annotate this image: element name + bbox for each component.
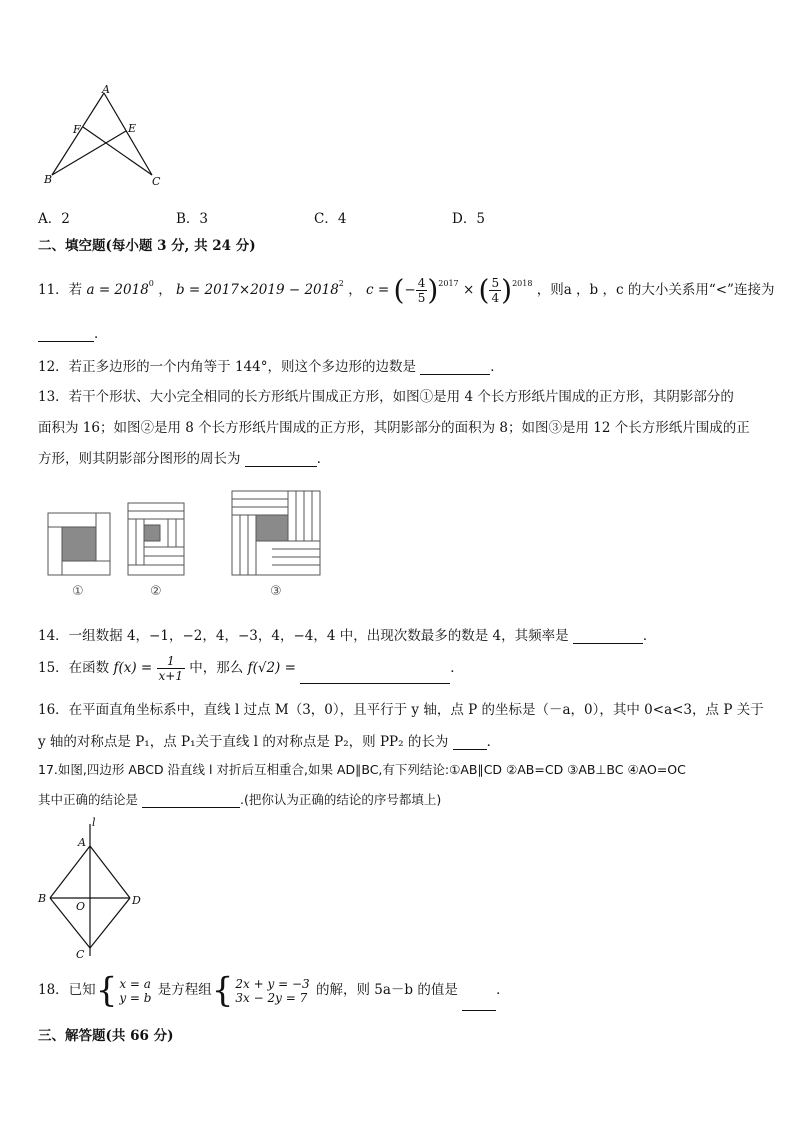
q11-prefix: 11．若 (38, 282, 83, 298)
figure-3-label: ③ (270, 584, 282, 599)
q11-frac2: $\frac{5}{4}$ (491, 276, 500, 305)
q12-answer-blank[interactable] (420, 360, 490, 375)
q11-answer-blank[interactable] (38, 327, 94, 342)
q11-times: × (462, 282, 475, 298)
q13-figures (40, 485, 340, 605)
figure-2 (128, 503, 184, 575)
question-16-line2: y 轴的对称点是 P₁，点 P₁关于直线 l 的对称点是 P₂，则 PP₂ 的长为 ． (38, 734, 501, 750)
q15-answer-blank[interactable] (300, 669, 450, 684)
q17-label-C: C (76, 948, 85, 961)
section3-title: 三、解答题(共 66 分) (38, 1028, 174, 1044)
q15-prefix: 15．在函数 (38, 660, 110, 676)
q18-suffix: 的解，则 5a－b 的值是 (315, 982, 458, 998)
q11-b-expr: b = 2017×2019 − 2018 (175, 282, 339, 298)
q14-text: 14．一组数据 4，−1，−2，4，−3，4，−4，4 中，出现次数最多的数是 4，其频率是 (38, 628, 569, 644)
q13-line2: 面积为 16；如图②是用 8 个长方形纸片围成的正方形，其阴影部分的面积为 8；如图③是用 12 个长方形纸片围成的正 (38, 420, 750, 436)
question-15: 15．在函数 f(x) = $\frac{1}{x+1}$ 中，那么 f(√2) = ． (38, 654, 464, 683)
label-F: F (73, 123, 81, 136)
question-13-line3: 方形，则其阴影部分图形的周长为 ． (38, 451, 331, 467)
label-A: A (102, 85, 110, 96)
q11-c-sup2: 2018 (512, 279, 533, 288)
label-C: C (152, 175, 161, 188)
q13-line3: 方形，则其阴影部分图形的周长为 (38, 451, 241, 467)
q11-suffix: ，则a ，b ，c 的大小关系用“<”连接为 (536, 282, 775, 298)
q11-c-lhs: c = (365, 282, 390, 298)
option-d: D．5 (452, 211, 485, 227)
question-18: 18．已知{ x = a y = b 是方程组{ 2x + y = −3 3x − 2y = 7 的解，则 5a－b 的值是 ． (38, 970, 510, 1011)
section2-title: 二、填空题(每小题 3 分, 共 24 分) (38, 238, 256, 254)
option-c: C．4 (314, 211, 347, 227)
q17-line2: 其中正确的结论是 (38, 792, 139, 807)
option-b: B．3 (176, 211, 209, 227)
q11-sep2: ， (348, 282, 362, 298)
q17-label-A: A (78, 836, 86, 849)
q13-answer-blank[interactable] (245, 452, 317, 467)
q16-answer-blank[interactable] (453, 735, 487, 750)
q15-fraction: $\frac{1}{x+1}$ (158, 654, 183, 683)
label-E: E (128, 122, 137, 135)
figure-2-label: ② (150, 584, 162, 599)
question-11: 11．若 $a = 2018^0$ ， $b = 2017\times 2019 - 2018^2$ ， c = (− $\frac{4}{5}$ )$^{2017}$ × ( $\frac{5}{4}$ )$^{2018}$ ，则a ，b ，c 的大小关系用“<”连接为 (38, 273, 775, 307)
q17-label-B: B (38, 892, 47, 905)
q17-answer-blank[interactable] (142, 793, 240, 808)
option-a: A．2 (38, 211, 70, 227)
q15-call: f(√2) = (247, 660, 296, 676)
q15-func: f(x) = (113, 660, 153, 676)
question-17-line2: 其中正确的结论是 .(把你认为正确的结论的序号都填上) (38, 792, 442, 807)
figure-1 (48, 513, 110, 575)
figure-3 (232, 491, 320, 575)
q18-system2: 2x + y = −3 3x − 2y = 7 (235, 976, 310, 1005)
q11-a-sup: 0 (148, 279, 154, 288)
q11-frac1: $\frac{4}{5}$ (417, 276, 426, 305)
q18-mid: 是方程组 (157, 982, 212, 998)
q15-mid: 中，那么 (189, 660, 244, 676)
q18-answer-blank[interactable] (462, 996, 496, 1011)
question-14: 14．一组数据 4，−1，−2，4，−3，4，−4，4 中，出现次数最多的数是 4，其频率是 ． (38, 628, 657, 644)
triangle-figure (40, 85, 170, 190)
q17-line1: 17.如图,四边形 ABCD 沿直线 l 对折后互相重合,如果 AD∥BC,有下列结论:①AB∥CD ②AB=CD ③AB⊥BC ④AO=OC (38, 762, 686, 777)
q11-b-sup: 2 (338, 279, 344, 288)
q11-a-expr: a = 2018 (86, 282, 149, 298)
q17-rhombus-figure (34, 812, 154, 962)
q11-c-sup1: 2017 (438, 279, 459, 288)
q17-label-l: l (92, 816, 96, 829)
question-12: 12．若正多边形的一个内角等于 144°，则这个多边形的边数是 ． (38, 359, 504, 375)
q18-system1: x = a y = b (119, 976, 152, 1005)
q12-text: 12．若正多边形的一个内角等于 144°，则这个多边形的边数是 (38, 359, 416, 375)
q17-label-O: O (76, 900, 86, 913)
q18-prefix: 18．已知 (38, 982, 96, 998)
q13-line1: 13．若干个形状、大小完全相同的长方形纸片围成正方形，如图①是用 4 个长方形纸片围成的正方形，其阴影部分的 (38, 389, 734, 405)
q11-answer-line: ． (38, 322, 108, 342)
q16-line2: y 轴的对称点是 P₁，点 P₁关于直线 l 的对称点是 P₂，则 PP₂ 的长为 (38, 734, 449, 750)
q11-sep1: ， (158, 282, 172, 298)
q17-label-D: D (132, 894, 141, 907)
q14-answer-blank[interactable] (573, 629, 643, 644)
figure-1-label: ① (72, 584, 84, 599)
label-B: B (44, 173, 53, 186)
q16-line1: 16．在平面直角坐标系中，直线 l 过点 M（3，0），且平行于 y 轴，点 P 的坐标是（－a，0），其中 0<a<3，点 P 关于 (38, 702, 764, 718)
